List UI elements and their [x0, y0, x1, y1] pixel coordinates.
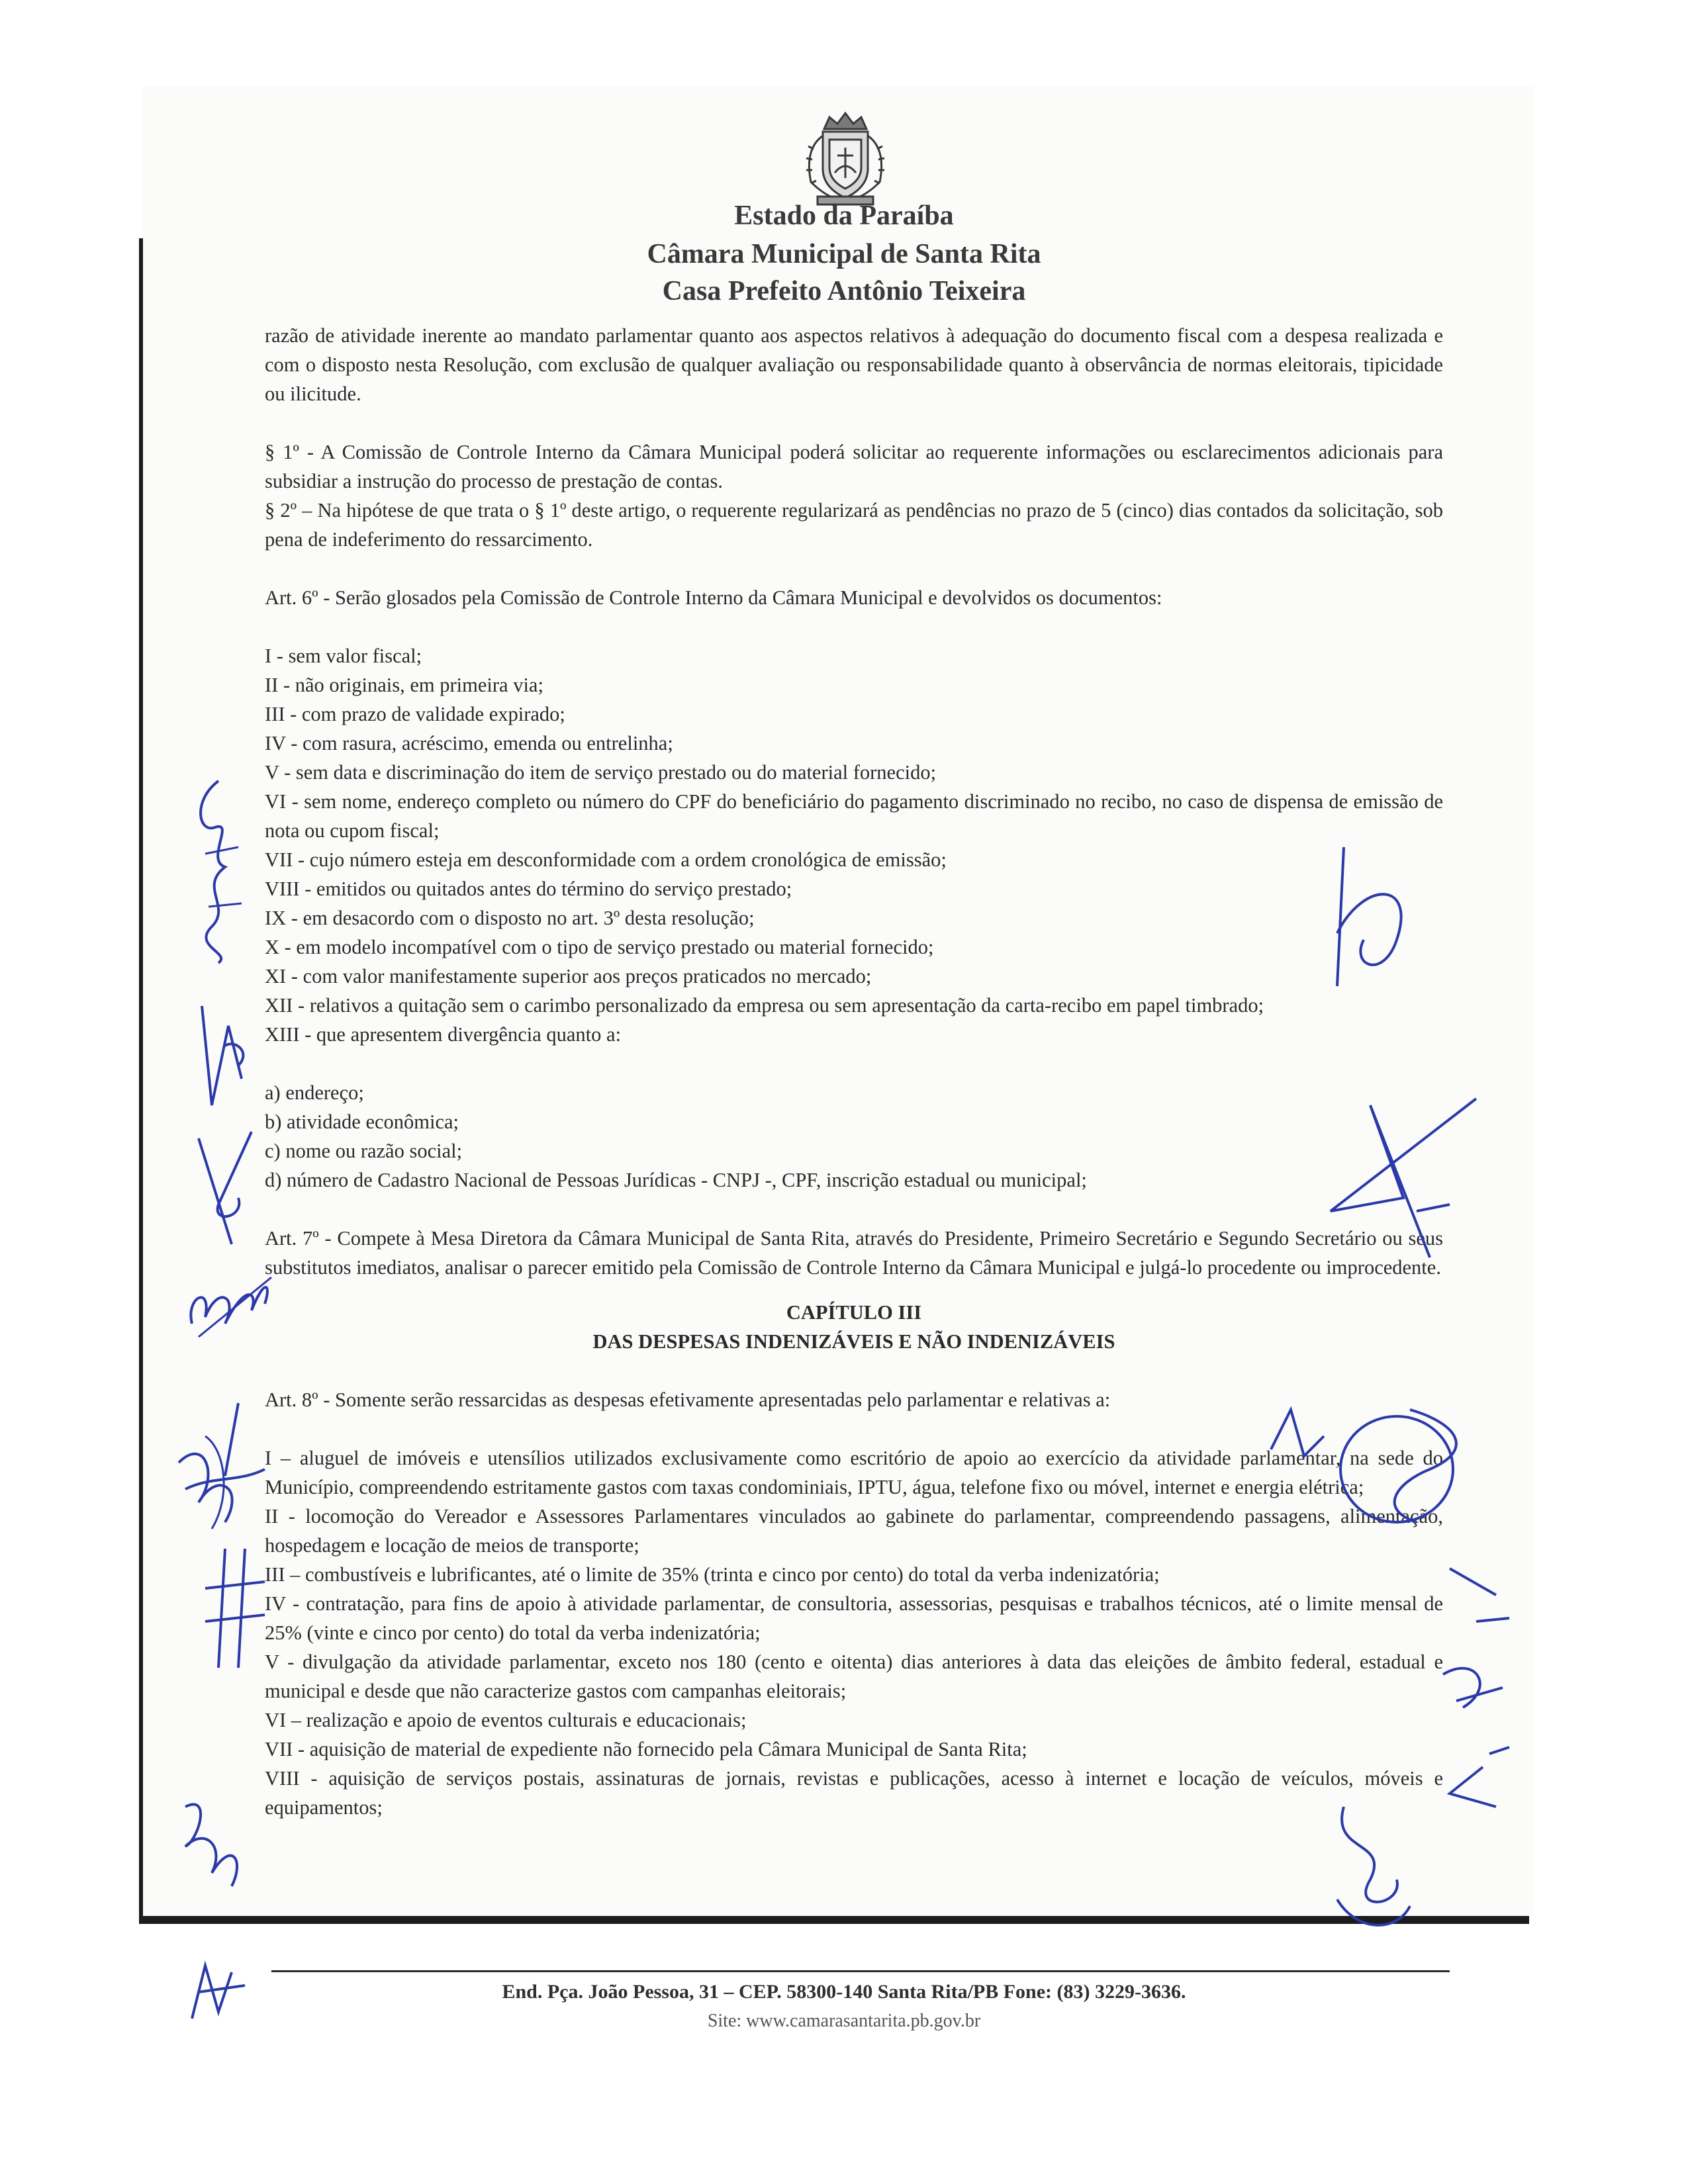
handwritten-signature-icon	[179, 774, 252, 966]
handwritten-signature-icon	[1317, 1800, 1430, 1933]
list-item: VI - sem nome, endereço completo ou número do CPF do beneficiário do pagamento discriminado no recibo, no caso de dispensa de emissão de nota ou cupom fiscal;	[265, 790, 1443, 842]
article-7: Art. 7º - Compete à Mesa Diretora da Câmara Municipal de Santa Rita, através do Presidente, Primeiro Secretário e Segundo Secretário ou seus substitutos imediatos, analisar o parecer emitido pela Comissão de Controle Interno da Câmara Municipal e julgá-lo procedente ou improcedente.	[265, 1227, 1443, 1279]
document-body	[265, 321, 1443, 1822]
coat-of-arms-icon	[791, 109, 900, 208]
list-item: IV - com rasura, acréscimo, emenda ou entrelinha;	[265, 732, 673, 754]
handwritten-signature-icon	[165, 1396, 278, 1535]
header-chamber: Câmara Municipal de Santa Rita	[647, 239, 1041, 269]
list-item: VIII - emitidos ou quitados antes do término do serviço prestado;	[265, 878, 792, 900]
list-item: IV - contratação, para fins de apoio à atividade parlamentar, de consultoria, assessorias, pesquisas e trabalhos técnicos, até o limite mensal de 25% (vinte e cinco por cento) do total da verba indenizatória;	[265, 1592, 1443, 1644]
list-item: VII - cujo número esteja em desconformidade com a ordem cronológica de emissão;	[265, 848, 947, 871]
sub-item: c) nome ou razão social;	[265, 1140, 463, 1162]
handwritten-signature-icon	[172, 1787, 252, 1899]
header-state: Estado da Paraíba	[734, 201, 954, 231]
list-item: III - com prazo de validade expirado;	[265, 703, 565, 725]
list-item: II - locomoção do Vereador e Assessores Parlamentares vinculados ao gabinete do parlamentar, compreendendo passagens, alimentação, hospedagem e locação de meios de transporte;	[265, 1505, 1443, 1557]
handwritten-signature-icon	[1264, 1396, 1483, 1529]
handwritten-signature-icon	[179, 1257, 278, 1343]
list-item: XII - relativos a quitação sem o carimbo personalizado da empresa ou sem apresentação da carta-recibo em papel timbrado;	[265, 994, 1264, 1017]
footer-address: End. Pça. João Pessoa, 31 – CEP. 58300-140 Santa Rita/PB Fone: (83) 3229-3636.	[502, 1981, 1186, 2003]
handwritten-signature-icon	[179, 1952, 252, 2032]
list-item: X - em modelo incompatível com o tipo de serviço prestado ou material fornecido;	[265, 936, 934, 958]
chapter-title: DAS DESPESAS INDENIZÁVEIS E NÃO INDENIZÁVEIS	[592, 1330, 1115, 1353]
list-item: II - não originais, em primeira via;	[265, 674, 543, 696]
sub-item: a) endereço;	[265, 1081, 364, 1104]
handwritten-signature-icon	[1436, 1555, 1516, 1833]
paragraph-2: § 2º – Na hipótese de que trata o § 1º deste artigo, o requerente regularizará as pendências no prazo de 5 (cinco) dias contados da solicitação, sob pena de indeferimento do ressarcimento.	[265, 499, 1443, 551]
handwritten-signature-icon	[199, 1542, 271, 1674]
list-item: VIII - aquisição de serviços postais, assinaturas de jornais, revistas e publicações, acesso à internet e locação de veículos, móveis e equipamentos;	[265, 1767, 1443, 1819]
list-item: XI - com valor manifestamente superior aos preços praticados no mercado;	[265, 965, 872, 987]
list-item: I - sem valor fiscal;	[265, 645, 422, 667]
sub-item: b) atividade econômica;	[265, 1111, 459, 1133]
intro-paragraph: razão de atividade inerente ao mandato parlamentar quanto aos aspectos relativos à adequação do documento fiscal com a despesa realizada e com o disposto nesta Resolução, com exclusão de qualquer avaliação ou responsabilidade quanto à observância de normas eleitorais, tipicidade ou ilicitude.	[265, 324, 1443, 405]
list-item: XIII - que apresentem divergência quanto a:	[265, 1023, 622, 1046]
list-item: VI – realização e apoio de eventos culturais e educacionais;	[265, 1709, 747, 1731]
list-item: VII - aquisição de material de expediente não fornecido pela Câmara Municipal de Santa Rita;	[265, 1738, 1027, 1760]
handwritten-signature-icon	[192, 1125, 265, 1251]
list-item: I – aluguel de imóveis e utensílios utilizados exclusivamente como escritório de apoio ao exercício da atividade parlamentar, na sede do Município, compreendendo estritamente gastos com taxas condominiais, IPTU, água, telefone fixo ou móvel, internet e energia elétrica;	[265, 1447, 1443, 1498]
footer-site: Site: www.camarasantarita.pb.gov.br	[707, 2011, 981, 2031]
article-6: Art. 6º - Serão glosados pela Comissão de Controle Interno da Câmara Municipal e devolvidos os documentos:	[265, 586, 1162, 609]
chapter-number: CAPÍTULO III	[786, 1301, 922, 1324]
list-item: III – combustíveis e lubrificantes, até o limite de 35% (trinta e cinco por cento) do total da verba indenizatória;	[265, 1563, 1160, 1586]
article-8: Art. 8º - Somente serão ressarcidas as despesas efetivamente apresentadas pelo parlamentar e relativas a:	[265, 1388, 1111, 1411]
header-house: Casa Prefeito Antônio Teixeira	[662, 276, 1026, 306]
list-item: IX - em desacordo com o disposto no art. 3º desta resolução;	[265, 907, 755, 929]
paragraph-1: § 1º - A Comissão de Controle Interno da Câmara Municipal poderá solicitar ao requerente informações ou esclarecimentos adicionais para subsidiar a instrução do processo de prestação de contas.	[265, 441, 1443, 492]
sub-item: d) número de Cadastro Nacional de Pessoas Jurídicas - CNPJ -, CPF, inscrição estadual ou municipal;	[265, 1169, 1087, 1191]
handwritten-signature-icon	[189, 999, 255, 1112]
handwritten-signature-icon	[1317, 1092, 1483, 1264]
list-item: V - divulgação da atividade parlamentar, exceto nos 180 (cento e oitenta) dias anteriores à data das eleições de âmbito federal, estadual e municipal e desde que não caracterize gastos com campanhas eleitorais;	[265, 1651, 1443, 1702]
footer-rule	[271, 1970, 1450, 1972]
handwritten-signature-icon	[1324, 841, 1423, 993]
list-item: V - sem data e discriminação do item de serviço prestado ou do material fornecido;	[265, 761, 937, 784]
